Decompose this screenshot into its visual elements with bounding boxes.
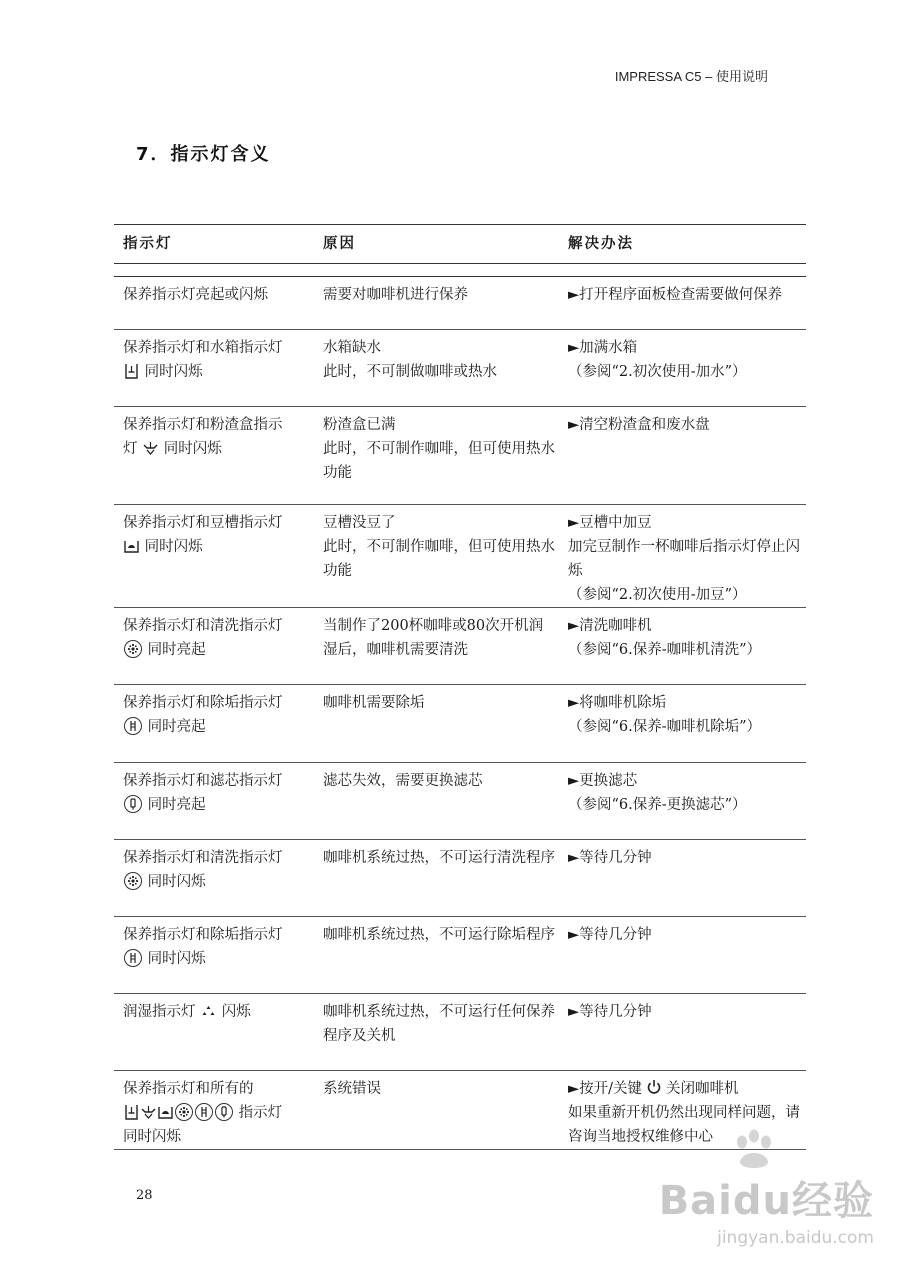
- watermark-paw-icon: [732, 1128, 776, 1172]
- table-row: [114, 763, 806, 840]
- solution-text: （参阅“2.初次使用-加豆”）: [568, 587, 747, 603]
- solution-cell: [559, 685, 806, 763]
- water-tank-icon: [124, 1104, 139, 1120]
- cause-cell: [314, 407, 559, 505]
- table-header-row: [114, 225, 806, 264]
- page-number: 28: [136, 1188, 153, 1203]
- table-row: [114, 917, 806, 994]
- indicator-text: 保养指示灯和豆槽指示灯: [123, 515, 283, 531]
- solution-cell: [559, 917, 806, 994]
- indicator-text: 保养指示灯和粉渣盒指示: [123, 417, 283, 433]
- cause-text: 咖啡机系统过热，不可运行任何保养程序及关机: [323, 1004, 555, 1044]
- solution-text: ►更换滤芯: [568, 773, 638, 789]
- indicator-cell: [114, 407, 314, 505]
- power-icon: [646, 1079, 662, 1095]
- cause-text: 此时，不可制作咖啡，但可使用热水功能: [323, 441, 555, 481]
- filter-icon: [215, 1103, 233, 1121]
- cause-cell: [314, 330, 559, 407]
- indicator-text: 同时亮起: [147, 642, 206, 658]
- descaling-icon: [124, 949, 142, 967]
- solution-cell: [559, 608, 806, 685]
- table-row: [114, 840, 806, 917]
- cause-cell: [314, 608, 559, 685]
- cause-cell: [314, 840, 559, 917]
- column-header-cause: 原因: [314, 225, 559, 264]
- table-row: [114, 330, 806, 407]
- descaling-icon: [195, 1103, 213, 1121]
- indicator-cell: [114, 917, 314, 994]
- header-spacer: [114, 264, 806, 277]
- indicator-text: 保养指示灯和清洗指示灯: [123, 850, 283, 866]
- filter-icon: [124, 795, 142, 813]
- indicator-text: 同时闪烁: [144, 364, 203, 380]
- rinse-icon: [201, 1003, 216, 1019]
- solution-text: ►等待几分钟: [568, 1004, 652, 1020]
- cause-cell: [314, 1071, 559, 1150]
- column-header-solution: 解决办法: [559, 225, 806, 264]
- column-header-indicator: 指示灯: [114, 225, 314, 264]
- indicator-cell: [114, 505, 314, 608]
- indicator-text: 同时闪烁: [163, 441, 222, 457]
- table-row: [114, 608, 806, 685]
- cleaning-icon: [175, 1103, 193, 1121]
- cause-cell: [314, 277, 559, 330]
- indicator-text: 保养指示灯和滤芯指示灯: [123, 773, 283, 789]
- solution-text: （参阅“2.初次使用-加水”）: [568, 364, 747, 380]
- indicator-table: [114, 224, 806, 1150]
- indicator-text: 同时亮起: [147, 797, 206, 813]
- indicator-text: 灯: [123, 441, 138, 457]
- cleaning-icon: [124, 640, 142, 658]
- solution-text: ►按开/关键: [568, 1081, 643, 1097]
- cause-cell: [314, 505, 559, 608]
- indicator-text: 闪烁: [221, 1004, 251, 1020]
- solution-cell: [559, 407, 806, 505]
- indicator-text: 同时闪烁: [147, 874, 206, 890]
- cause-text: 咖啡机系统过热，不可运行清洗程序: [323, 850, 555, 866]
- indicator-text: 同时闪烁: [144, 539, 203, 555]
- indicator-text: 保养指示灯和清洗指示灯: [123, 618, 283, 634]
- solution-text: ►清空粉渣盒和废水盘: [568, 417, 710, 433]
- section-title: 7．指示灯含义: [136, 144, 271, 165]
- cause-cell: [314, 917, 559, 994]
- solution-cell: [559, 505, 806, 608]
- grounds-container-icon: [141, 1104, 156, 1120]
- indicator-text: 指示灯: [238, 1105, 283, 1121]
- indicator-text: 保养指示灯和除垢指示灯: [123, 695, 283, 711]
- solution-text: ►等待几分钟: [568, 927, 652, 943]
- solution-text: ►等待几分钟: [568, 850, 652, 866]
- solution-text: （参阅“6.保养-咖啡机清洗”）: [568, 642, 762, 658]
- cause-text: 系统错误: [323, 1081, 381, 1097]
- cause-text: 咖啡机需要除垢: [323, 695, 425, 711]
- indicator-cell: [114, 1071, 314, 1150]
- solution-cell: [559, 994, 806, 1071]
- water-tank-icon: [124, 363, 139, 379]
- cause-text: 当制作了200杯咖啡或80次开机润湿后，咖啡机需要清洗: [323, 618, 544, 658]
- cause-text: 此时，不可制作咖啡，但可使用热水功能: [323, 539, 555, 579]
- cleaning-icon: [124, 872, 142, 890]
- cause-text: 水箱缺水: [323, 340, 381, 356]
- cause-cell: [314, 763, 559, 840]
- cause-text: 此时，不可制做咖啡或热水: [323, 364, 497, 380]
- solution-text: （参阅“6.保养-更换滤芯”）: [568, 797, 747, 813]
- bean-container-icon: [124, 538, 139, 554]
- page-header: IMPRESSA C5 – 使用说明: [614, 69, 768, 84]
- solution-cell: [559, 840, 806, 917]
- indicator-text: 同时亮起: [147, 719, 206, 735]
- solution-text: ►打开程序面板检查需要做何保养: [568, 287, 783, 303]
- grounds-container-icon: [143, 440, 158, 456]
- indicator-text: 同时闪烁: [147, 951, 206, 967]
- indicator-text: 保养指示灯和除垢指示灯: [123, 927, 283, 943]
- solution-text: ►豆槽中加豆: [568, 515, 652, 531]
- solution-cell: [559, 277, 806, 330]
- table-row: [114, 505, 806, 608]
- solution-cell: [559, 763, 806, 840]
- cause-text: 需要对咖啡机进行保养: [323, 287, 468, 303]
- solution-text: 如果重新开机仍然出现同样问题，请咨询当地授权维修中心: [568, 1105, 800, 1145]
- cause-text: 咖啡机系统过热，不可运行除垢程序: [323, 927, 555, 943]
- watermark-url: jingyan.baidu.com: [717, 1228, 874, 1248]
- solution-text: 关闭咖啡机: [666, 1081, 739, 1097]
- indicator-text: 保养指示灯和所有的: [123, 1081, 254, 1097]
- watermark-brand: Baidu经验: [658, 1178, 874, 1224]
- cause-text: 滤芯失效，需要更换滤芯: [323, 773, 483, 789]
- table-row: [114, 1071, 806, 1150]
- solution-text: ►加满水箱: [568, 340, 638, 356]
- cause-cell: [314, 685, 559, 763]
- indicator-text: 保养指示灯亮起或闪烁: [123, 287, 268, 303]
- solution-text: 加完豆制作一杯咖啡后指示灯停止闪烁: [568, 539, 800, 579]
- solution-text: ►将咖啡机除垢: [568, 695, 667, 711]
- indicator-text: 润湿指示灯: [123, 1004, 196, 1020]
- indicator-cell: [114, 840, 314, 917]
- cause-text: 粉渣盒已满: [323, 417, 396, 433]
- cause-cell: [314, 994, 559, 1071]
- solution-cell: [559, 330, 806, 407]
- table-row: [114, 685, 806, 763]
- indicator-cell: [114, 685, 314, 763]
- indicator-cell: [114, 277, 314, 330]
- bean-container-icon: [158, 1104, 173, 1120]
- indicator-cell: [114, 608, 314, 685]
- indicator-cell: [114, 763, 314, 840]
- descaling-icon: [124, 717, 142, 735]
- indicator-text: 同时闪烁: [123, 1129, 181, 1145]
- solution-text: （参阅“6.保养-咖啡机除垢”）: [568, 719, 762, 735]
- table-row: [114, 407, 806, 505]
- watermark: [659, 1169, 874, 1248]
- cause-text: 豆槽没豆了: [323, 515, 396, 531]
- indicator-cell: [114, 994, 314, 1071]
- table-row: [114, 277, 806, 330]
- indicator-cell: [114, 330, 314, 407]
- indicator-text: 保养指示灯和水箱指示灯: [123, 340, 283, 356]
- table-row: [114, 994, 806, 1071]
- solution-text: ►清洗咖啡机: [568, 618, 652, 634]
